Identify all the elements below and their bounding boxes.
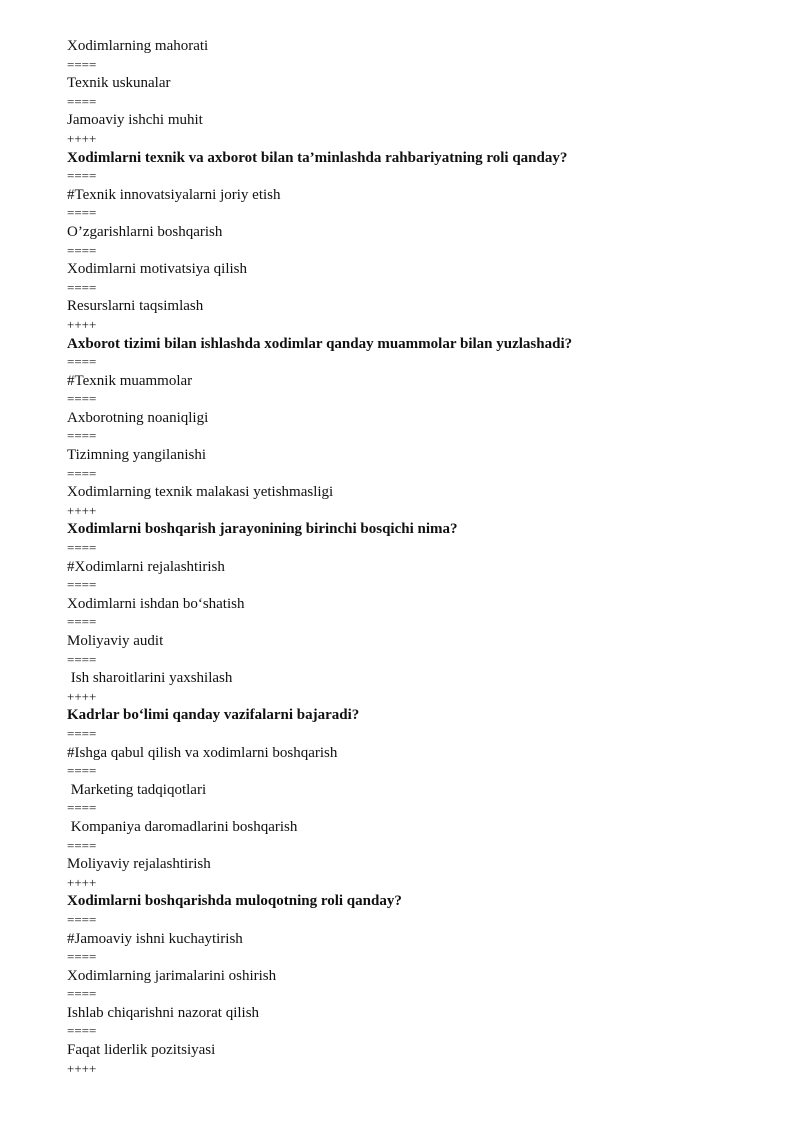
separator-line: ==== (67, 911, 97, 927)
separator-line: ==== (67, 391, 97, 407)
answer-option: #Xodimlarni rejalashtirish (67, 558, 225, 575)
separator-line: ==== (67, 242, 97, 258)
separator-line: ==== (67, 837, 97, 853)
question-text: Xodimlarni texnik va axborot bilan ta’minlashda rahbariyatning roli qanday? (67, 149, 568, 166)
answer-option: Moliyaviy rejalashtirish (67, 856, 211, 873)
answer-option: Ishlab chiqarishni nazorat qilish (67, 1004, 260, 1021)
answer-option: Axborotning noaniqligi (67, 409, 209, 426)
answer-option: Xodimlarning jarimalarini oshirish (67, 967, 277, 984)
separator-line: ==== (67, 354, 97, 370)
separator-line: ==== (67, 800, 97, 816)
separator-line: ++++ (67, 688, 97, 704)
answer-option: Marketing tadqiqotlari (67, 781, 207, 798)
separator-line: ++++ (67, 874, 97, 890)
separator-line: ==== (67, 651, 97, 667)
answer-option: #Texnik innovatsiyalarni joriy etish (67, 186, 281, 203)
separator-line: ==== (67, 1023, 97, 1039)
answer-option: Jamoaviy ishchi muhit (67, 112, 203, 129)
separator-line: ==== (67, 725, 97, 741)
separator-line: ==== (67, 986, 97, 1002)
answer-option: Ish sharoitlarini yaxshilash (67, 670, 233, 687)
answer-option: Xodimlarning texnik malakasi yetishmasligi (67, 484, 334, 501)
separator-line: ==== (67, 168, 97, 184)
answer-option: Moliyaviy audit (67, 633, 164, 649)
answer-option: Resurslarni taqsimlash (67, 298, 204, 315)
question-text: Axborot tizimi bilan ishlashda xodimlar qanday muammolar bilan yuzlashadi? (67, 335, 573, 352)
separator-line: ==== (67, 614, 97, 630)
answer-option: O’zgarishlarni boshqarish (67, 223, 223, 240)
separator-line: ++++ (67, 316, 97, 332)
answer-option: Xodimlarni ishdan bo‘shatish (67, 595, 245, 612)
answer-option: Xodimlarni motivatsiya qilish (67, 261, 247, 278)
answer-option: Xodimlarning mahorati (67, 38, 209, 54)
answer-option: Faqat liderlik pozitsiyasi (67, 1042, 216, 1059)
question-text: Xodimlarni boshqarishda muloqotning roli qanday? (67, 893, 402, 910)
question-text: Xodimlarni boshqarish jarayonining birinchi bosqichi nima? (67, 521, 458, 538)
answer-option: #Texnik muammolar (67, 372, 193, 389)
answer-option: Texnik uskunalar (67, 75, 171, 92)
separator-line: ==== (67, 763, 97, 779)
separator-line: ==== (67, 428, 97, 444)
separator-line: ==== (67, 56, 97, 72)
separator-line: ==== (67, 279, 97, 295)
document-page (67, 37, 747, 1078)
answer-option: #Jamoaviy ishni kuchaytirish (67, 930, 243, 947)
separator-line: ==== (67, 93, 97, 109)
separator-line: ==== (67, 465, 97, 481)
answer-option: #Ishga qabul qilish va xodimlarni boshqarish (67, 744, 338, 761)
question-text: Kadrlar bo‘limi qanday vazifalarni bajaradi? (67, 707, 360, 724)
separator-line: ++++ (67, 130, 97, 146)
separator-line: ==== (67, 205, 97, 221)
separator-line: ==== (67, 949, 97, 965)
separator-line: ==== (67, 540, 97, 556)
separator-line: ==== (67, 577, 97, 593)
separator-line: ++++ (67, 502, 97, 518)
separator-line: ++++ (67, 1060, 97, 1076)
answer-option: Tizimning yangilanishi (67, 447, 207, 464)
answer-option: Kompaniya daromadlarini boshqarish (67, 818, 298, 835)
